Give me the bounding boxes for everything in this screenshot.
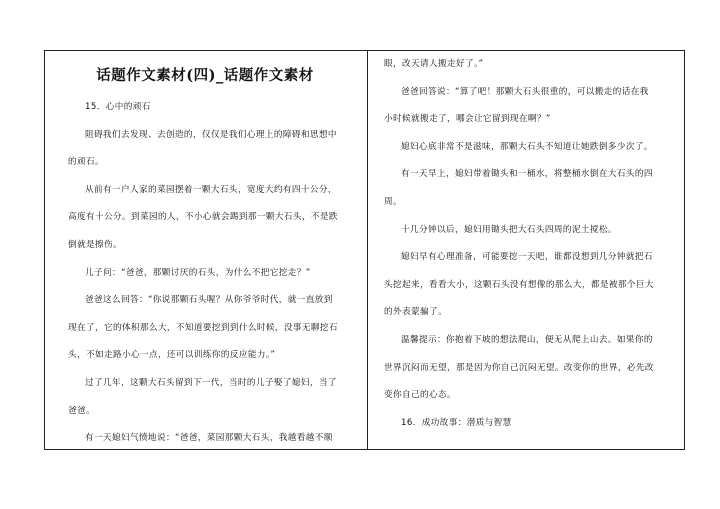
- text-line: 儿子问：“爸爸，那颗讨厌的石头，为什么不把它挖走？”: [85, 267, 311, 278]
- text-line: 眼，改天请人搬走好了。”: [384, 59, 484, 69]
- text-line: 16．成功故事：潜质与智慧: [401, 417, 512, 428]
- column-divider: [367, 50, 368, 450]
- text-line: 有一天媳妇气愤地说：“爸爸，菜园那颗大石头，我越看越不顺: [85, 433, 333, 444]
- text-line: 阻碍我们去发现、去创造的，仅仅是我们心理上的障碍和思想中: [85, 129, 337, 140]
- text-line: 小时候就搬走了，哪会让它留到现在啊？”: [384, 114, 551, 125]
- text-line: 爸爸回答说：“算了吧！那颗大石头很重的，可以搬走的话在我: [401, 86, 649, 97]
- text-line: 15．心中的顽石: [85, 102, 151, 112]
- text-line: 头，不如走路小心一点，还可以训练你的反应能力。”: [68, 350, 276, 361]
- text-line: 的顽石。: [68, 157, 104, 168]
- text-line: 倒就是擦伤。: [68, 240, 122, 250]
- text-line: 有一天早上，媳妇带着锄头和一桶水，将整桶水倒在大石头的四: [401, 169, 653, 180]
- text-line: 世界沉闷而无望，那是因为你自己沉闷无望。改变你的世界，必先改: [384, 362, 654, 373]
- text-line: 爸爸这么回答：“你说那颗石头喔？从你爷爷时代，就一直放到: [85, 295, 333, 306]
- text-line: 媳妇早有心理准备，可能要挖一天吧，谁都没想到几分钟就把石: [401, 252, 653, 263]
- text-line: 的外表蒙骗了。: [384, 307, 447, 318]
- document-title: 话题作文素材(四)_话题作文素材: [96, 67, 314, 84]
- text-line: 周。: [384, 197, 402, 207]
- text-line: 高度有十公分。到菜园的人，不小心就会踢到那一颗大石头，不是跌: [68, 212, 338, 223]
- text-line: 媳妇心底非常不是滋味，那颗大石头不知道让她跌倒多少次了。: [401, 141, 653, 152]
- text-line: 十几分钟以后，媳妇用锄头把大石头四周的泥土搅松。: [401, 224, 617, 235]
- text-line: 变你自己的心态。: [384, 390, 456, 401]
- text-line: 现在了，它的体积那么大，不知道要挖到到什么时候，没事无聊挖石: [68, 322, 338, 333]
- text-line: 爸爸。: [68, 405, 95, 416]
- text-line: 头挖起来，看看大小，这颗石头没有想像的那么大，都是被那个巨大: [384, 279, 654, 290]
- text-line: 过了几年，这颗大石头留到下一代，当时的儿子娶了媳妇，当了: [85, 378, 337, 388]
- text-line: 从前有一户人家的菜园摆着一颗大石头，宽度大约有四十公分，: [85, 184, 337, 195]
- text-line: 温馨提示：你抱着下坡的想法爬山，便无从爬上山去。如果你的: [401, 335, 653, 345]
